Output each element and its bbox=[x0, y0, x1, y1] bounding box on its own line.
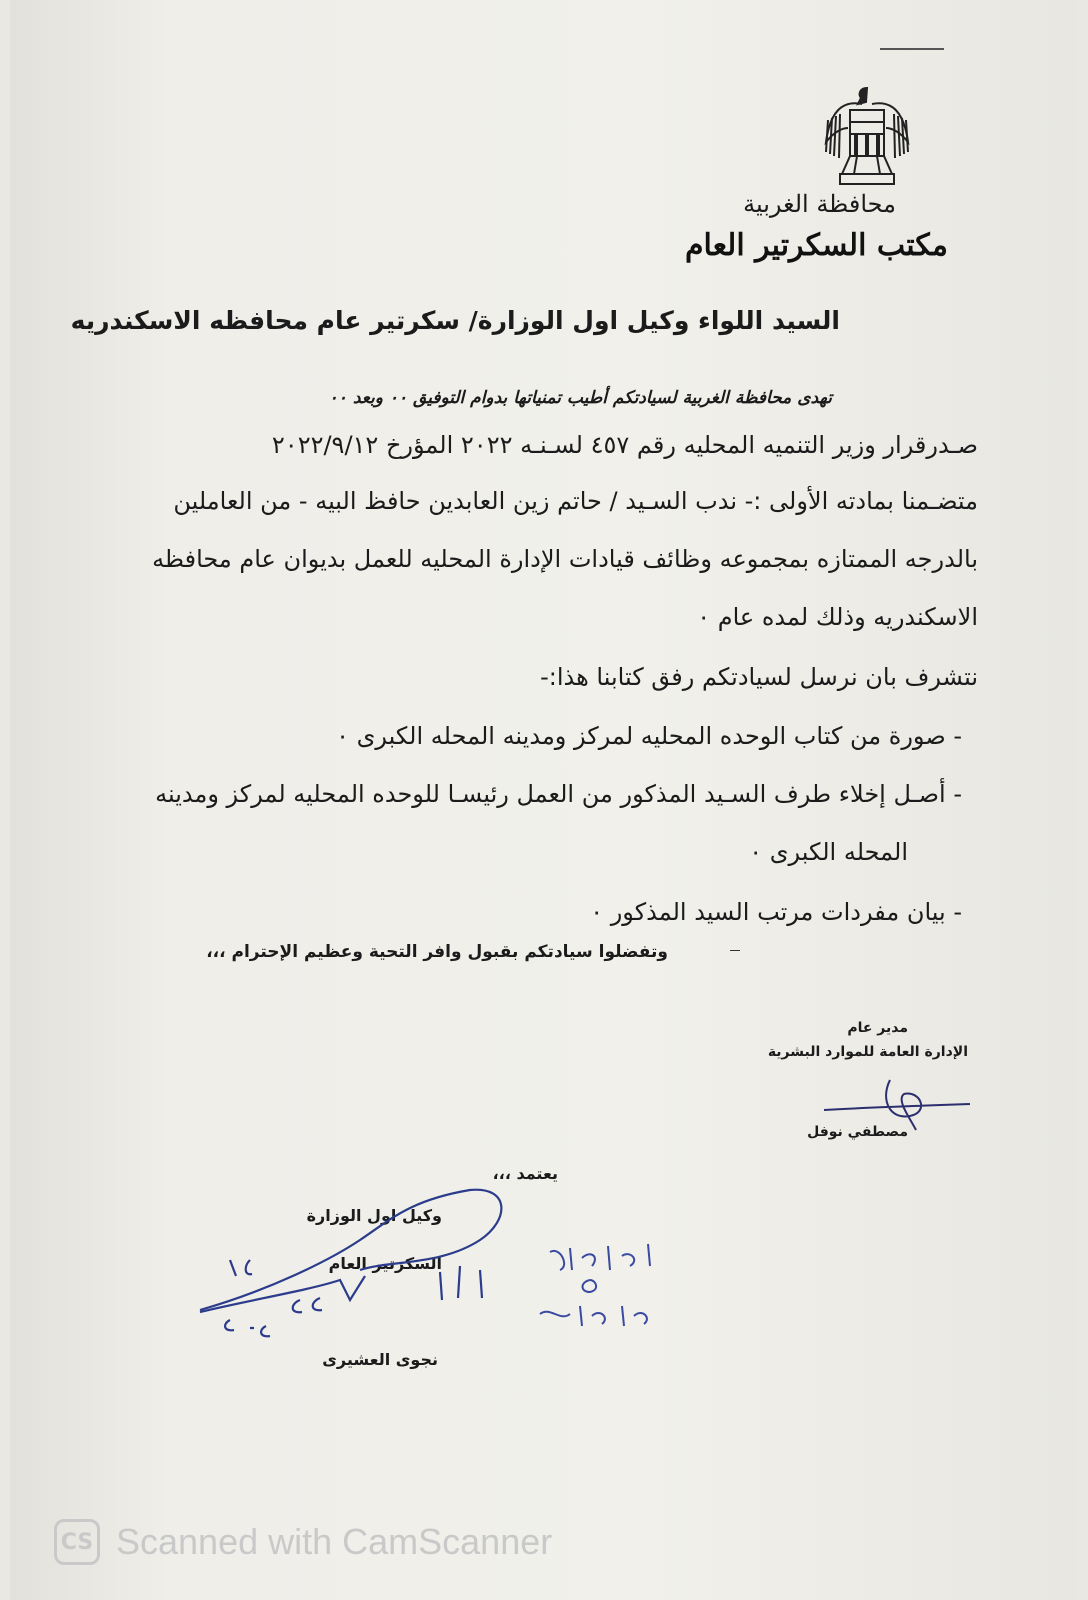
document-page bbox=[10, 0, 1078, 1600]
body-line: بالدرجه الممتازه بمجموعه وظائف قيادات الإدارة المحليه للعمل بديوان عام محافظه bbox=[152, 545, 978, 573]
office-name: مكتب السكرتير العام bbox=[684, 228, 948, 263]
signature-2 bbox=[190, 1180, 530, 1350]
top-mark bbox=[880, 48, 944, 50]
attachment-item: - أصـل إخلاء طرف السـيد المذكور من العمل رئيسـا للوحده المحليه لمركز ومدينه bbox=[155, 780, 962, 808]
signatory1-title: مدير عام bbox=[847, 1020, 908, 1036]
handwritten-note bbox=[530, 1236, 670, 1336]
signatory2-title: وكيل اول الوزارة bbox=[306, 1206, 442, 1225]
approval-label: يعتمد ،،، bbox=[492, 1164, 558, 1183]
attachment-item: المحله الكبرى ٠ bbox=[749, 838, 908, 866]
attachment-item: - بيان مفردات مرتب السيد المذكور ٠ bbox=[590, 898, 962, 926]
signatory2-title: السكرتير العام bbox=[328, 1254, 442, 1273]
closing-line: وتفضلوا سيادتكم بقبول وافر التحية وعظيم الإحترام ،،، bbox=[206, 942, 668, 962]
body-line: نتشرف بان نرسل لسيادتكم رفق كتابنا هذا:- bbox=[540, 663, 978, 691]
body-line: صـدرقرار وزير التنميه المحليه رقم ٤٥٧ لسـنـه ٢٠٢٢ المؤرخ ٢٠٢٢/٩/١٢ bbox=[271, 431, 978, 459]
addressee: السيد اللواء وكيل اول الوزارة/ سكرتير عام محافظه الاسكندريه bbox=[70, 306, 840, 335]
watermark-text: Scanned with CamScanner bbox=[116, 1521, 553, 1562]
closing-dash bbox=[730, 950, 740, 951]
body-line: متضـمنا بمادته الأولى :- ندب السـيد / حاتم زين العابدين حافظ البيه - من العاملين bbox=[173, 487, 978, 515]
attachment-item: - صورة من كتاب الوحده المحليه لمركز ومدينه المحله الكبرى ٠ bbox=[336, 722, 962, 750]
camscanner-logo-icon: CS bbox=[54, 1519, 100, 1565]
greeting: تهدى محافظة الغربية لسيادتكم أطيب تمنياتها بدوام التوفيق ٠٠ وبعد ٠٠ bbox=[328, 388, 832, 408]
signatory1-name: مصطفي نوفل bbox=[807, 1124, 908, 1140]
signatory1-department: الإدارة العامة للموارد البشرية bbox=[767, 1044, 968, 1060]
camscanner-footer bbox=[54, 1516, 552, 1568]
eagle-emblem-icon bbox=[822, 82, 912, 190]
governorate-name: محافظة الغربية bbox=[743, 190, 896, 218]
signatory2-name: نجوى العشيرى bbox=[322, 1350, 438, 1369]
body-line: الاسكندريه وذلك لمده عام ٠ bbox=[697, 603, 978, 631]
